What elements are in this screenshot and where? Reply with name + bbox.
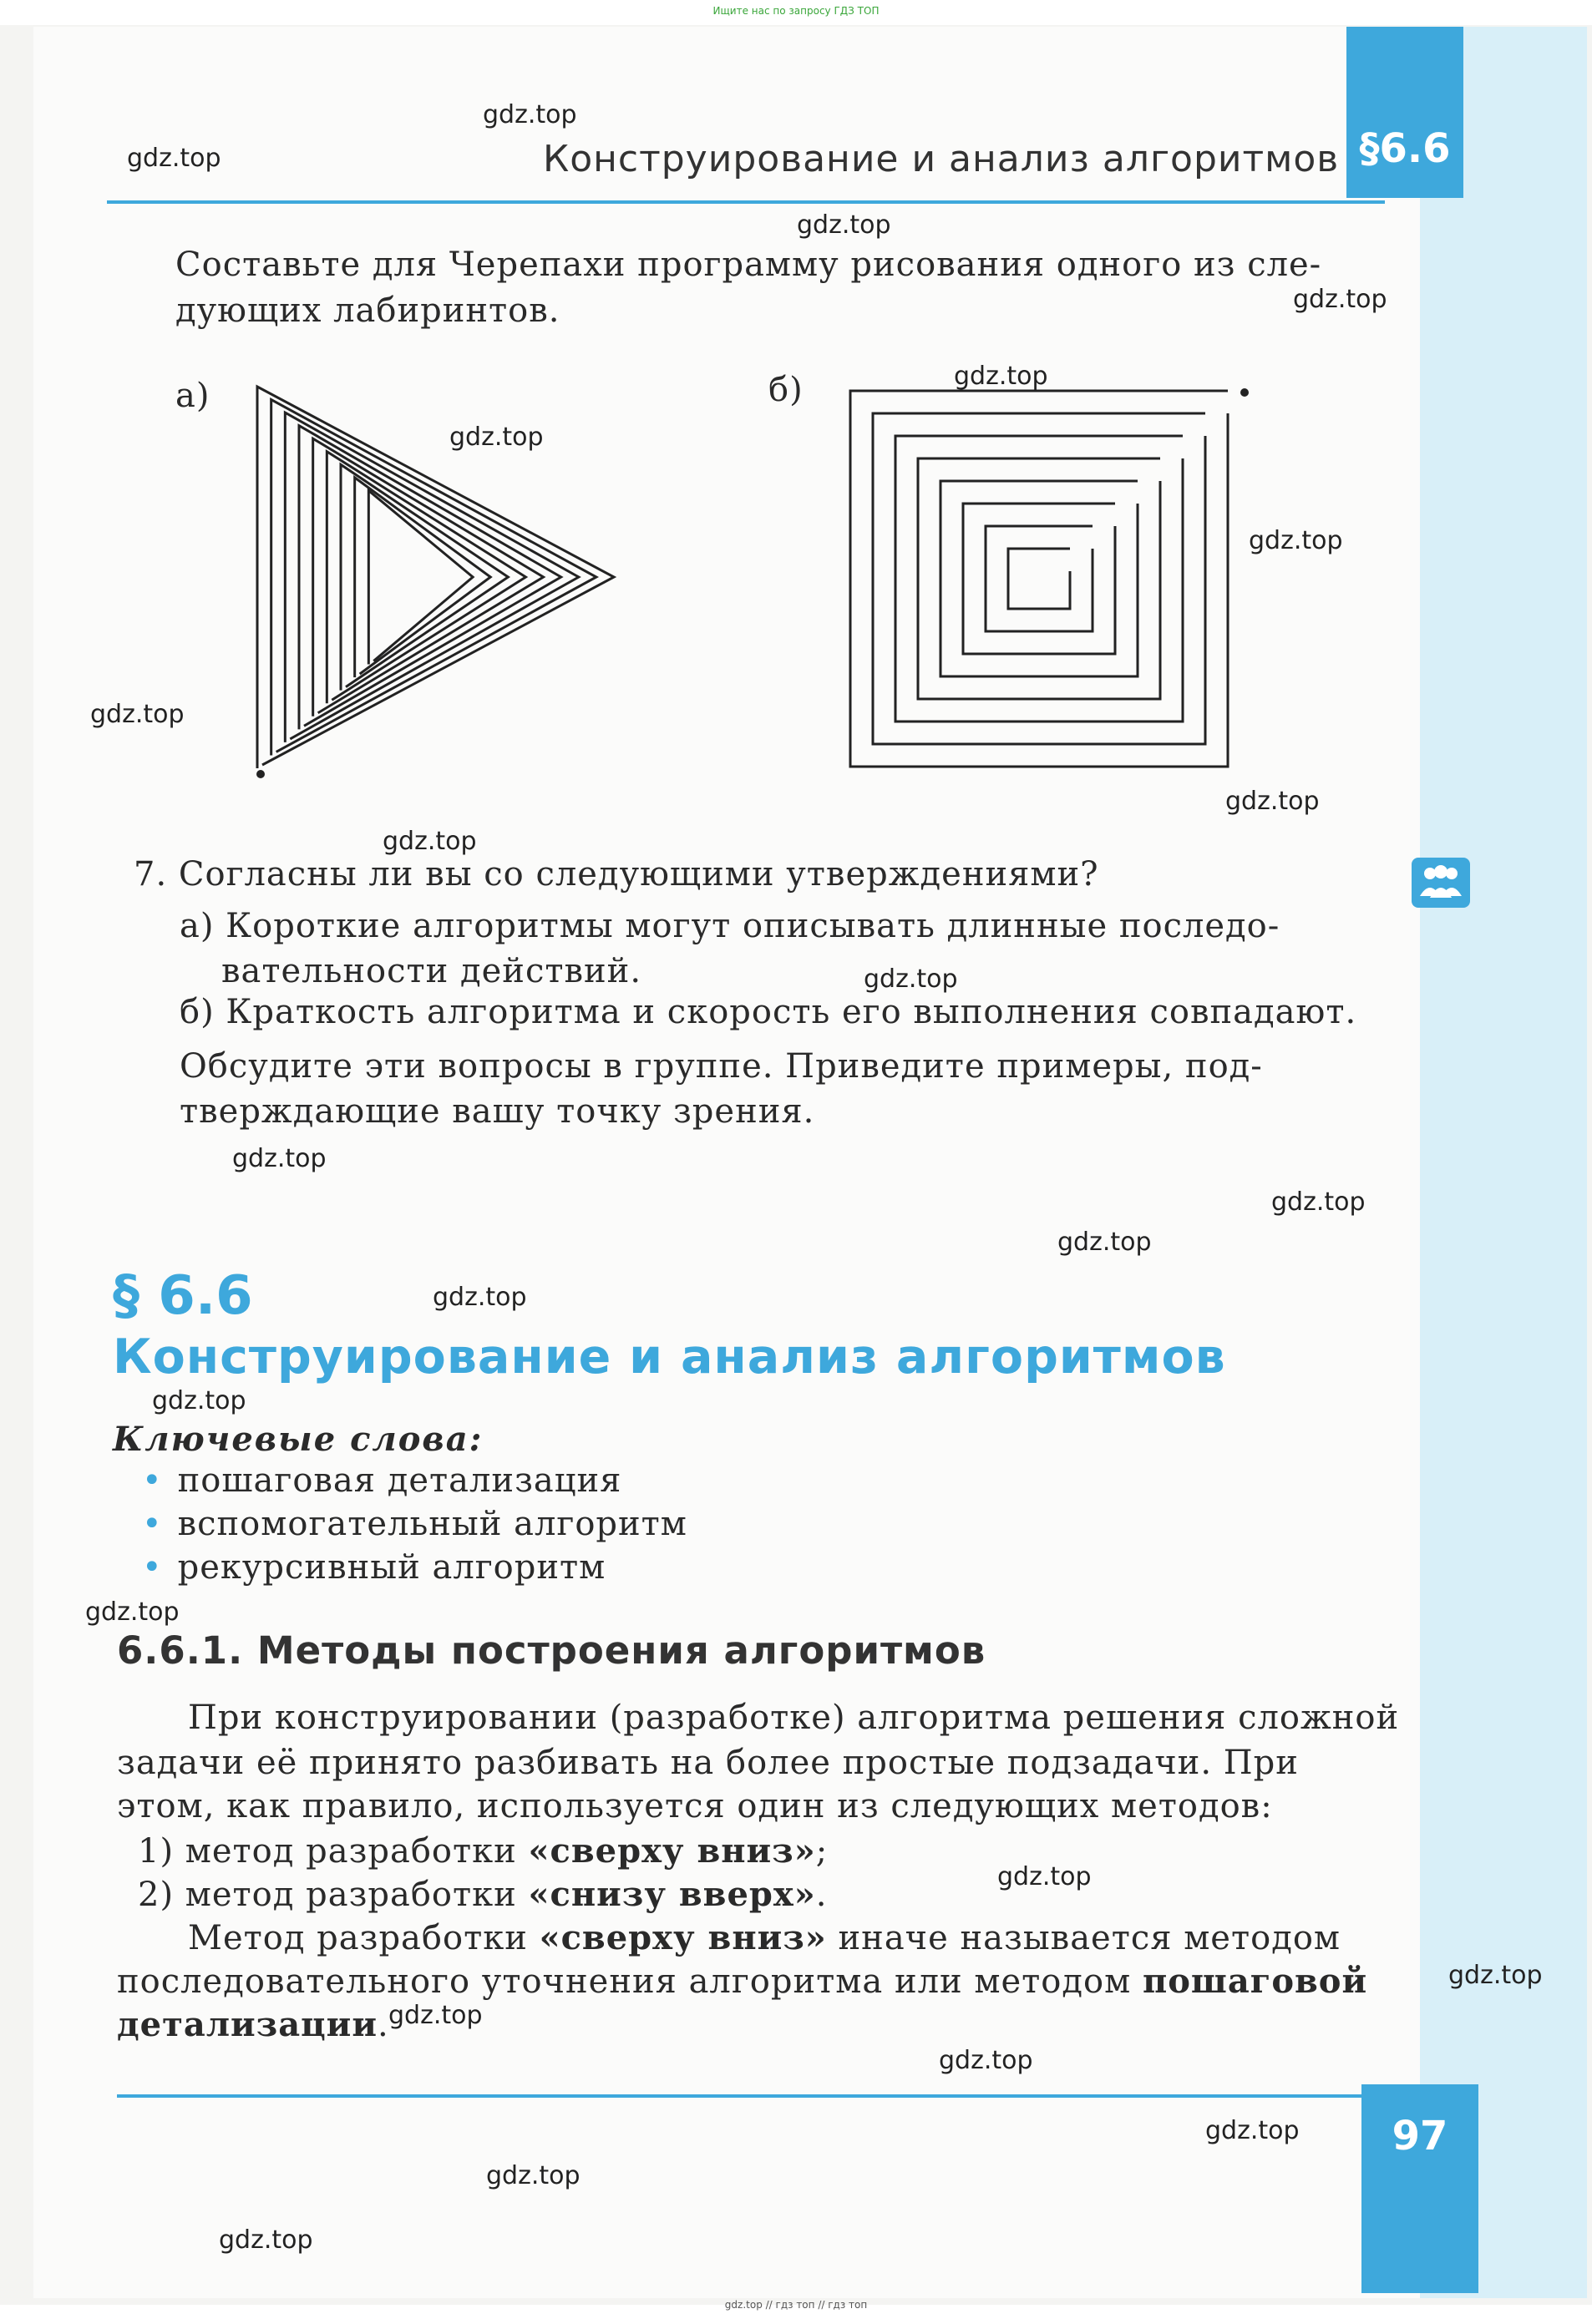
- method-1-suffix: ;: [815, 1832, 829, 1871]
- watermark: gdz.top: [219, 2225, 313, 2255]
- keyword-item: [142, 1461, 621, 1500]
- watermark: gdz.top: [1293, 285, 1387, 314]
- watermark: gdz.top: [1271, 1187, 1366, 1217]
- task-intro-line-1: Составьте для Черепахи программу рисования одного из сле-: [175, 246, 1322, 284]
- watermark: gdz.top: [383, 827, 477, 856]
- watermark: gdz.top: [1225, 787, 1320, 816]
- method-2-suffix: .: [815, 1876, 828, 1914]
- triangle-maze-path: [299, 426, 561, 730]
- bullet-icon: •: [142, 1505, 163, 1543]
- watermark: gdz.top: [85, 1597, 180, 1627]
- p2-l3-bold: детализации: [117, 2005, 378, 2044]
- square-maze-path: [850, 391, 1228, 767]
- watermark: gdz.top: [1205, 2116, 1300, 2145]
- watermark: gdz.top: [1448, 1961, 1543, 1990]
- bullet-icon: •: [142, 1461, 163, 1500]
- watermark: gdz.top: [90, 700, 185, 729]
- square-maze-path: [873, 413, 1205, 744]
- section-number: § 6.6: [113, 1265, 253, 1327]
- section-title: Конструирование и анализ алгоритмов: [113, 1329, 1226, 1385]
- task-intro-line-2: дующих лабиринтов.: [175, 291, 560, 330]
- p2-l2-prefix: последовательного уточнения алгоритма или методом: [117, 1962, 1143, 2001]
- p2-l3-suffix: .: [378, 2006, 389, 2044]
- method-2-bold: «снизу вверх»: [528, 1875, 816, 1914]
- watermark: gdz.top: [997, 1862, 1092, 1891]
- square-maze-path: [1008, 549, 1070, 609]
- watermark: gdz.top: [127, 144, 221, 173]
- method-2: [138, 1872, 827, 1917]
- section-tab-label: §6.6: [1359, 125, 1451, 172]
- question-7b: б) Краткость алгоритма и скорость его выполнения совпадают.: [180, 993, 1357, 1031]
- watermark: gdz.top: [449, 423, 544, 452]
- watermark: gdz.top: [388, 2001, 483, 2030]
- question-7: 7. Согласны ли вы со следующими утверждениями?: [134, 855, 1099, 894]
- triangle-maze-path: [327, 452, 525, 703]
- p2-l1-prefix: Метод разработки: [188, 1919, 540, 1957]
- method-1: [138, 1829, 828, 1874]
- header-rule: [107, 200, 1385, 204]
- watermark: gdz.top: [1249, 526, 1343, 555]
- p2-l2-bold: пошаговой: [1142, 1962, 1368, 2001]
- method-2-prefix: 2) метод разработки: [138, 1876, 529, 1914]
- paragraph1-line-2: задачи её принято разбивать на более простые подзадачи. При: [117, 1744, 1299, 1782]
- paragraph1-line-3: этом, как правило, используется один из следующих методов:: [117, 1787, 1273, 1825]
- subsection-title: 6.6.1. Методы построения алгоритмов: [117, 1628, 986, 1673]
- p2-l1-bold: «сверху вниз»: [539, 1918, 827, 1957]
- question-7a-line-2: вательности действий.: [221, 952, 642, 990]
- method-1-prefix: 1) метод разработки: [138, 1832, 529, 1871]
- bullet-icon: •: [142, 1548, 163, 1587]
- figure-a-label: а): [175, 377, 210, 415]
- square-maze-path: [895, 436, 1183, 722]
- watermark: gdz.top: [954, 362, 1048, 391]
- discuss-line-2: тверждающие вашу точку зрения.: [180, 1092, 815, 1131]
- square-maze-figure: [835, 376, 1253, 777]
- page-number: 97: [1392, 2113, 1448, 2159]
- footer-note: gdz.top // гдз топ // гдз топ: [724, 2299, 868, 2311]
- watermark: gdz.top: [433, 1283, 527, 1312]
- watermark: gdz.top: [864, 965, 958, 994]
- discuss-line-1: Обсудите эти вопросы в группе. Приведите примеры, под-: [180, 1047, 1263, 1086]
- watermark: gdz.top: [483, 100, 577, 129]
- keyword-text: вспомогательный алгоритм: [177, 1505, 687, 1543]
- keyword-text: пошаговая детализация: [177, 1461, 622, 1500]
- section-tab: [1346, 27, 1463, 198]
- square-maze-path: [940, 481, 1138, 676]
- watermark: gdz.top: [152, 1386, 246, 1415]
- keyword-item: [142, 1505, 687, 1543]
- watermark: gdz.top: [797, 210, 891, 240]
- method-1-bold: «сверху вниз»: [528, 1831, 816, 1871]
- paragraph2-line-3: [117, 2002, 389, 2048]
- figure-b-label: б): [768, 371, 804, 409]
- square-maze-start-dot: [1240, 388, 1249, 397]
- watermark: gdz.top: [939, 2046, 1033, 2075]
- watermark: gdz.top: [486, 2161, 581, 2190]
- square-maze-path: [986, 526, 1093, 631]
- paragraph2-line-2: [117, 1959, 1367, 2004]
- keyword-text: рекурсивный алгоритм: [177, 1548, 606, 1587]
- keyword-item: [142, 1548, 606, 1587]
- running-header-title: Конструирование и анализ алгоритмов: [543, 138, 1340, 180]
- triangle-maze-path: [285, 413, 578, 742]
- side-strip: [1420, 27, 1587, 2298]
- square-maze-path: [918, 458, 1160, 699]
- footer-rule: [117, 2094, 1361, 2098]
- watermark: gdz.top: [232, 1144, 327, 1173]
- triangle-maze-path: [271, 400, 596, 756]
- triangle-maze-figure: [242, 372, 635, 789]
- top-note: Ищите нас по запросу ГДЗ ТОП: [712, 5, 880, 17]
- keywords-heading-text: Ключевые слова: [113, 1420, 469, 1459]
- group-work-icon: [1412, 858, 1470, 908]
- triangle-maze-start-dot: [256, 770, 265, 778]
- question-7a-line-1: а) Короткие алгоритмы могут описывать длинные последо-: [180, 907, 1280, 945]
- watermark: gdz.top: [1057, 1228, 1152, 1257]
- p2-l1-suffix: иначе называется методом: [826, 1919, 1341, 1957]
- paragraph2-line-1: [188, 1916, 1341, 1961]
- paragraph1-line-1: При конструировании (разработке) алгоритма решения сложной: [188, 1699, 1400, 1737]
- keywords-heading: Ключевые слова:: [113, 1420, 484, 1459]
